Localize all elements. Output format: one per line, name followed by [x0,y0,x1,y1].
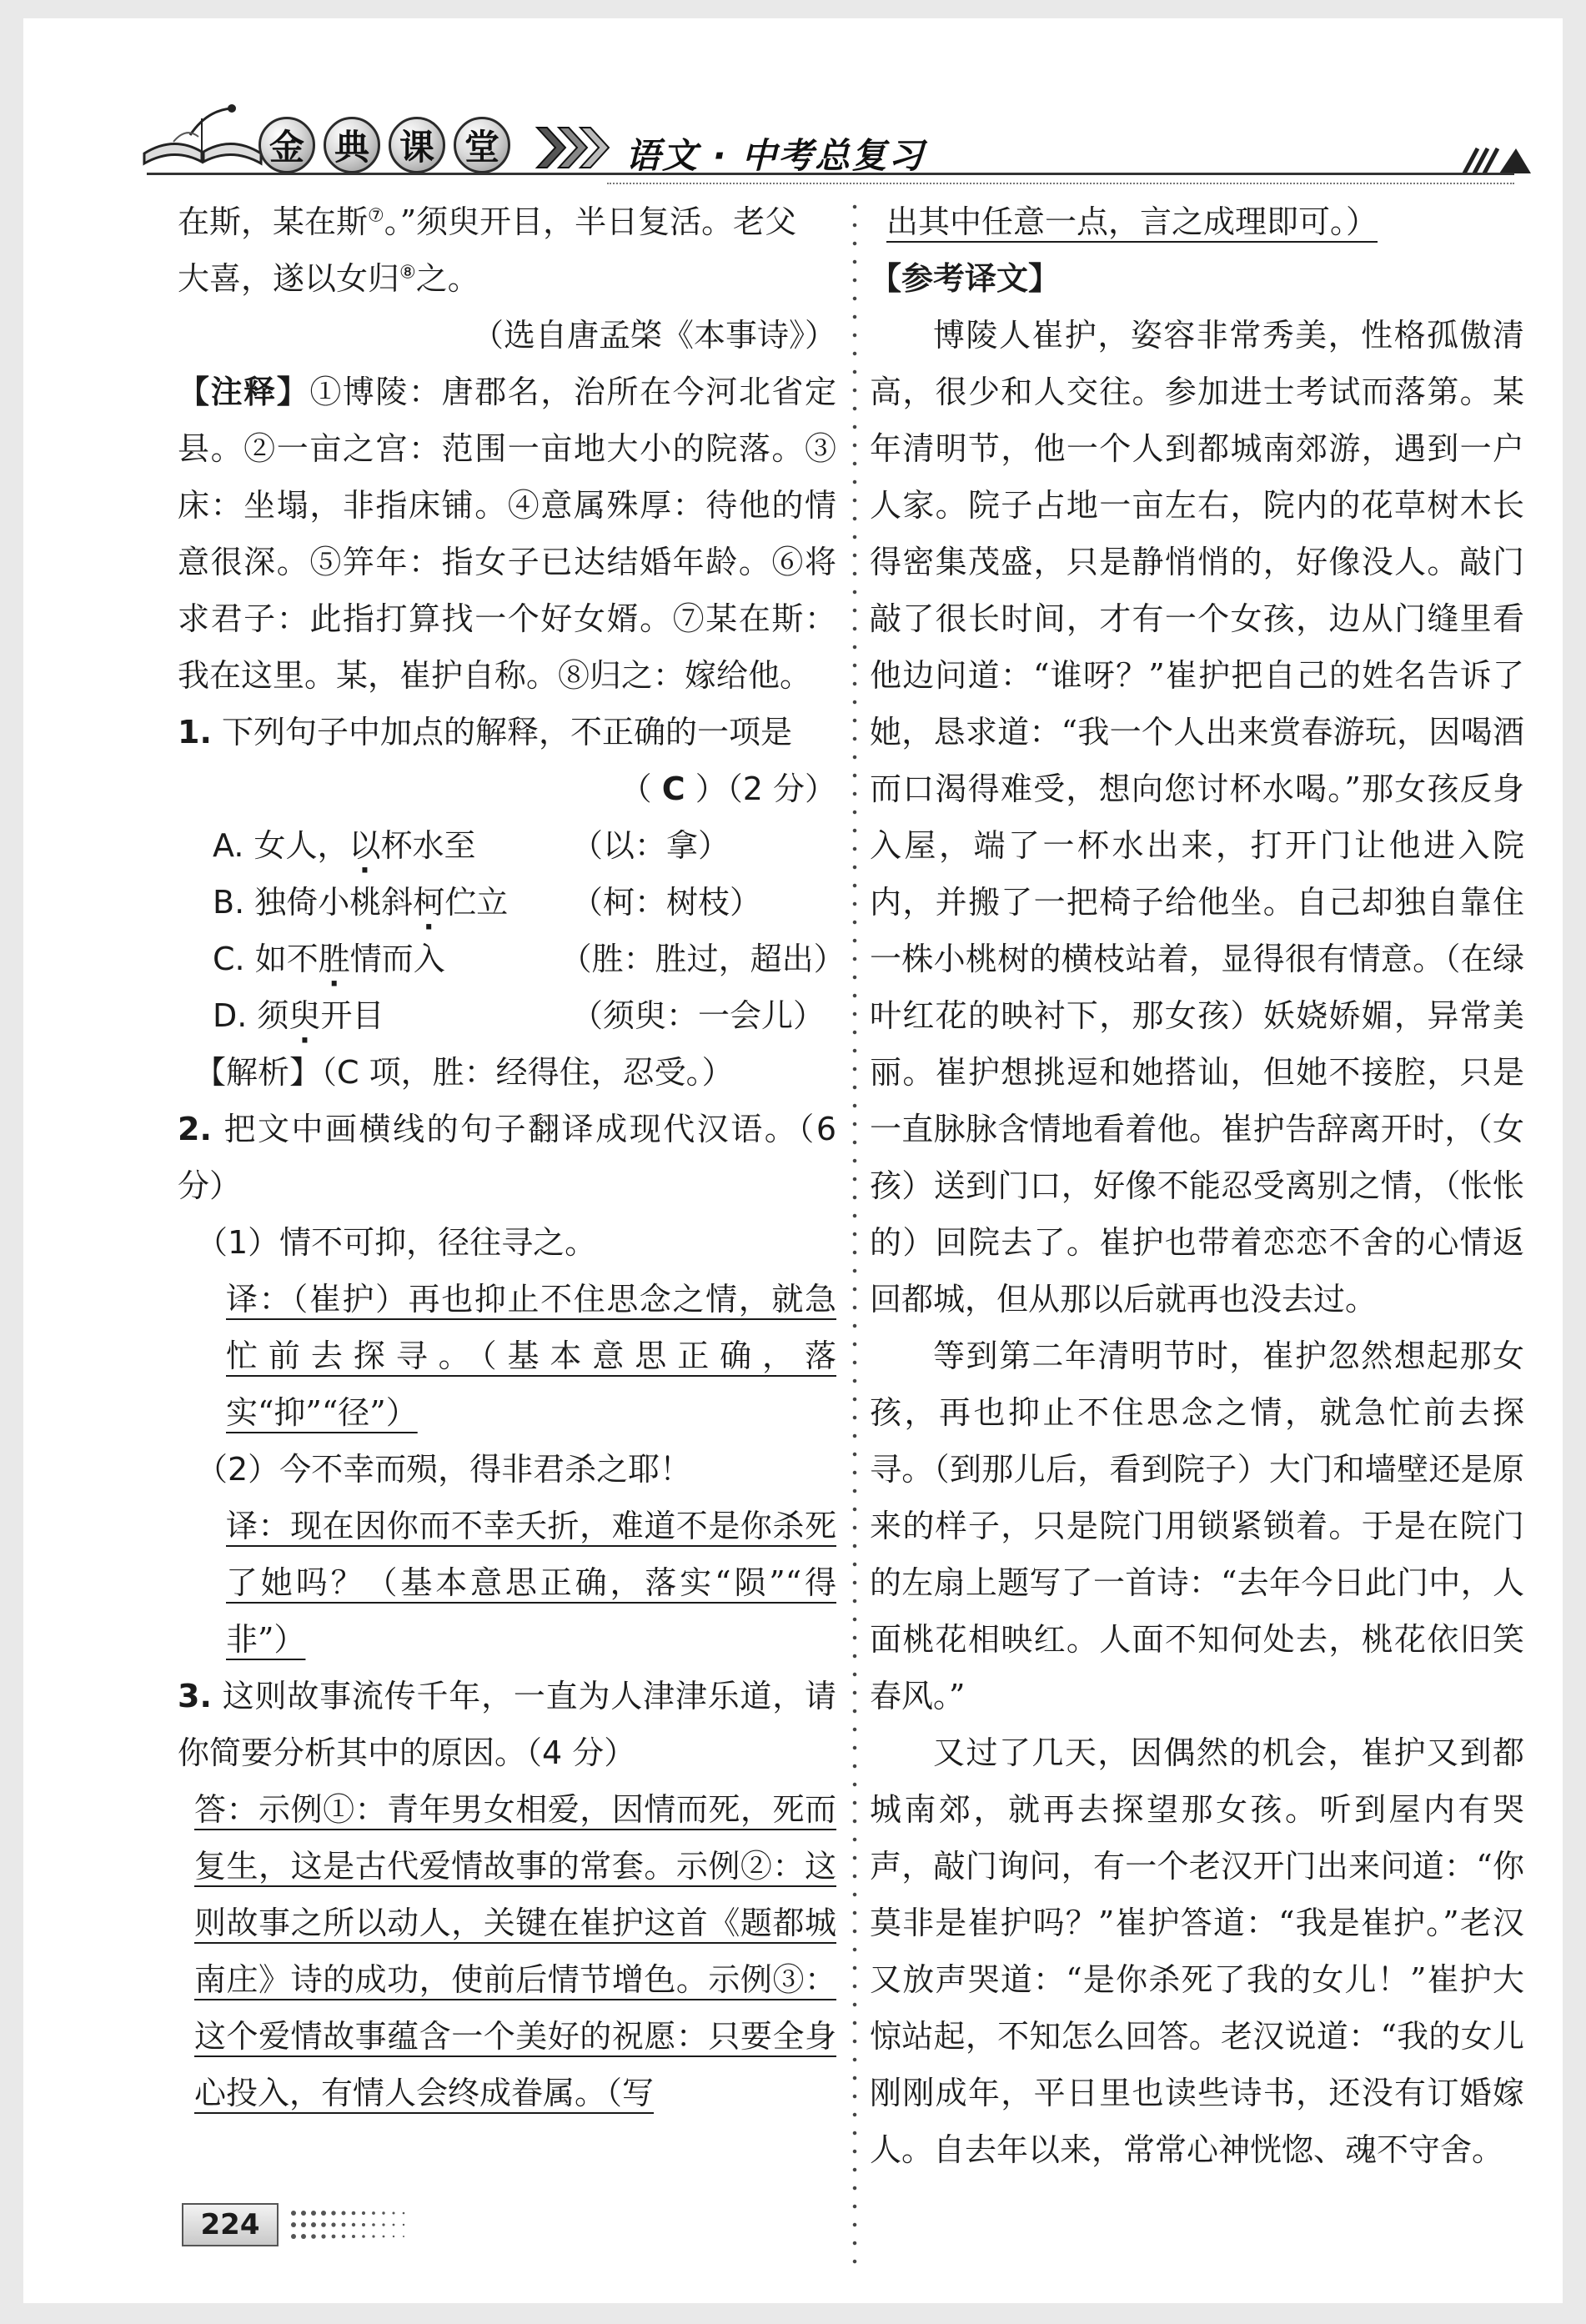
option-text: 情而入 [349,941,445,977]
passage-line: 在斯，某在斯 [178,203,369,240]
question-number: 1. [178,714,212,750]
translation-paragraph: 等到第二年清明节时，崔护忽然想起那女孩，再也抑止不住思念之情，就急忙前去探寻。（到那儿后，看到院子）大门和墙壁还是原来的样子，只是院门用锁紧锁着。于是在院门的左扇上题写了一首诗：“去年今日此门中，人面桃花相映红。人面不知何处去，桃花依旧笑春风。” [870,1338,1524,1714]
option-gloss: （柯：树枝） [571,884,762,921]
right-column [870,193,1524,2178]
option-text: C. 如不 [213,941,319,977]
page [23,18,1563,2303]
dotted-char: 胜 [318,941,350,977]
logo-char: 课 [389,117,445,173]
translation-paragraph: 博陵人崔护，姿容非常秀美，性格孤傲清高，很少和人交往。参加进士考试而落第。某年清明节，他一个人到都城南郊游，遇到一户人家。院子占地一亩左右，院内的花草树木长得密集茂盛，只是静悄悄的，好像没人。敲门敲了很长时间，才有一个女孩，边从门缝里看他边问道：“谁呀？”崔护把自己的姓名告诉了她，恳求道：“我一个人出来赏春游玩，因喝酒而口渴得难受，想向您讨杯水喝。”那女孩反身入屋，端了一杯水出来，打开门让他进入院内，并搬了一把椅子给他坐。自己却独自靠住一株小桃树的横枝站着，显得很有情意。（在绿叶红花的映衬下，那女孩）妖娆娇媚，异常美丽。崔护想挑逗和她搭讪，但她不接腔，只是一直脉脉含情地看着他。崔护告辞离开时，（女孩）送到门口，好像不能忍受离别之情，（怅怅的）回院去了。崔护也带着恋恋不舍的心情返回都城，但从那以后就再也没去过。 [870,317,1524,1318]
option-text: 开目 [320,997,384,1034]
option-d [178,987,836,1044]
dotted-char: 柯 [413,884,445,921]
question-2 [178,1101,836,1214]
question-3 [178,1668,836,1781]
series-logo [258,117,510,173]
q2-answer-2 [178,1498,836,1668]
page-header [23,18,1563,185]
logo-char: 堂 [454,117,510,173]
passage-line: 大喜，遂以女归 [178,260,400,297]
dot-pattern-decoration [289,2206,539,2243]
option-text: D. 须 [213,997,289,1034]
answer-text: 译：（崔护）再也抑止不住思念之情，就急忙前去探寻。（基本意思正确，落实“抑”“径”） [226,1281,836,1431]
dotted-char: 臾 [289,997,321,1034]
option-b [178,874,836,931]
q2-sub-1: （1）情不可抑，径往寻之。 [196,1224,597,1261]
question-number: 3. [178,1678,212,1714]
option-text: A. 女人， [213,827,349,864]
option-gloss: （须臾：一会儿） [571,997,826,1034]
question-text: 下列句子中加点的解释，不正确的一项是 [221,714,792,750]
header-dotted-rule [607,183,1514,184]
dotted-char: 以 [349,827,381,864]
answer-text: 答：示例①：青年男女相爱，因情而死，死而复生，这是古代爱情故事的常套。示例②：这则故事之所以动人，关键在崔护这首《题都城南庄》诗的成功，使前后情节增色。示例③：这个爱情故事蕴含一个美好的祝愿：只要全身心投入，有情人会终成眷属。（写 [194,1791,836,2111]
answer-paren: （ [620,770,652,807]
question-text: 把文中画横线的句子翻译成现代汉语。（6 分） [178,1111,836,1204]
q3-answer [178,1781,836,2121]
answer-text: 出其中任意一点，言之成理即可。） [886,203,1378,240]
passage-text [178,193,836,307]
answer-text: 译：现在因你而不幸夭折，难道不是你杀死了她吗？（基本意思正确，落实“陨”“得非”） [226,1508,836,1658]
passage-line: 之。 [415,260,479,297]
header-rule [147,173,1514,175]
answer-continuation [870,193,1524,250]
logo-char: 金 [258,117,315,173]
answer-letter: C [661,770,685,807]
source-citation: （选自唐孟棨《本事诗》） [471,317,836,354]
score-label: ）（2 分） [695,770,836,807]
option-a [178,817,836,874]
footnote-mark: ⑦ [368,205,384,227]
option-gloss: （胜：胜过，超出） [560,941,846,977]
logo-char: 典 [324,117,380,173]
reference-translation-label: 【参考译文】 [870,260,1061,297]
subject-title: 语文 · 中考总复习 [625,135,926,176]
option-text: B. 独倚小桃斜 [213,884,414,921]
question-1-answer [178,760,836,817]
q1-analysis: 【解析】（C 项，胜：经得住，忍受。） [194,1054,734,1091]
column-divider [851,198,858,2266]
notes-text: ①博陵：唐郡名，治所在今河北省定县。②一亩之宫：范围一亩地大小的院落。③床：坐塌，非指床铺。④意属殊厚：待他的情意很深。⑤笄年：指女子已达结婚年龄。⑥将求君子：此指打算找一个好女婿。⑦某在斯：我在这里。某，崔护自称。⑧归之：嫁给他。 [178,374,836,694]
option-text: 杯水至 [380,827,476,864]
passage-line: 。”须臾开目，半日复活。老父 [384,203,797,240]
question-1 [178,704,836,760]
translation-paragraph: 又过了几天，因偶然的机会，崔护又到都城南郊，就再去探望那女孩。听到屋内有哭声，敲门询问，有一个老汉开门出来问道：“你莫非是崔护吗？”崔护答道：“我是崔护。”老汉又放声哭道：“是你杀死了我的女儿！”崔护大惊站起，不知怎么回答。老汉说道：“我的女儿刚刚成年，平日里也读些诗书，还没有订婚嫁人。自去年以来，常常心神恍惚、魂不守舍。 [870,1734,1524,2168]
stripes-triangle-icon [1458,142,1533,175]
footnote-mark: ⑧ [399,262,416,284]
option-gloss: （以：拿） [571,827,730,864]
notes [178,364,836,704]
left-column [178,193,846,2121]
notes-label: 【注释】 [178,374,310,410]
q2-answer-1 [178,1271,836,1441]
option-c [178,931,846,987]
open-book-icon [140,102,265,168]
chevron-double-icon [534,123,610,173]
question-text: 这则故事流传千年，一直为人津津乐道，请你简要分析其中的原因。（4 分） [178,1678,836,1771]
question-number: 2. [178,1111,212,1147]
q2-sub-2: （2）今不幸而殒，得非君杀之耶！ [196,1451,692,1488]
option-text: 伫立 [444,884,509,921]
page-number: 224 [182,2203,279,2246]
